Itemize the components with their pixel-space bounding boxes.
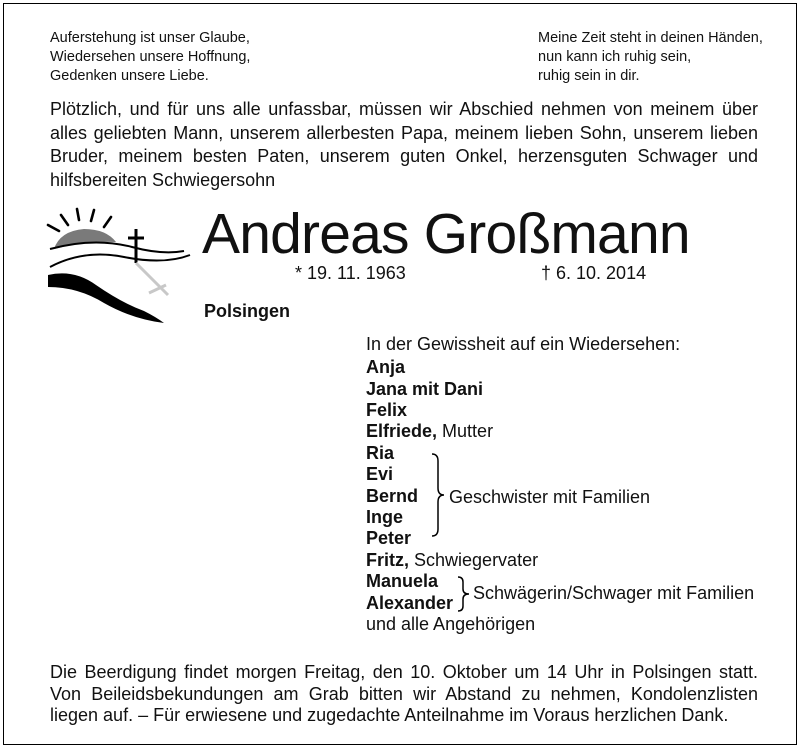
mourner-name: Anja — [366, 357, 406, 377]
sibling-name: Evi — [366, 464, 394, 484]
verse-line: nun kann ich ruhig sein, — [538, 49, 692, 65]
siblings-label: Geschwister mit Familien — [449, 487, 651, 507]
mourner-mother: Elfriede, Mutter — [366, 421, 494, 441]
sibling-name: Inge — [366, 507, 404, 527]
verse-left — [50, 29, 250, 86]
death-date: † 6. 10. 2014 — [541, 263, 647, 283]
in-law-name: Manuela — [366, 571, 439, 591]
relatives-footer: und alle Angehörigen — [366, 614, 536, 634]
verse-line: ruhig sein in dir. — [538, 68, 640, 84]
funeral-notice: Die Beerdigung findet morgen Freitag, den 10. Oktober um 14 Uhr in Polsingen statt. Von Beileidsbekundungen am Grab bitten wir Abstand zu nehmen, Kondolenzlisten liegen auf. – Für erwiesene und zugedachte Anteilnahme im Voraus herzlichen Dank. — [50, 662, 758, 725]
intro-text: Plötzlich, und für uns alle unfassbar, müssen wir Abschied nehmen von meinem über alles geliebten Mann, unserem allerbesten Papa, meinem lieben Sohn, unserem lieben Bruder, meinem besten Paten, unserem guten Onkel, herzensguten Schwager und hilfsbereiten Schwiegersohn — [50, 99, 758, 191]
verse-line: Meine Zeit steht in deinen Händen, — [538, 30, 763, 46]
obituary-notice — [3, 3, 797, 745]
mourner-father-in-law: Fritz, Schwiegervater — [366, 550, 539, 570]
in-laws-brace — [455, 575, 471, 613]
sibling-name: Peter — [366, 528, 412, 548]
deceased-name: Andreas Großmann — [202, 202, 690, 266]
verse-line: Wiedersehen unsere Hoffnung, — [50, 49, 251, 65]
mourners-heading: In der Gewissheit auf ein Wiedersehen: — [366, 334, 681, 354]
sibling-name: Ria — [366, 443, 395, 463]
birth-date: * 19. 11. 1963 — [295, 263, 406, 283]
sun-cross-landscape-icon — [44, 207, 192, 329]
mourner-name: Jana mit Dani — [366, 379, 484, 399]
verse-right — [538, 29, 763, 86]
in-law-name: Alexander — [366, 593, 454, 613]
mourner-name: Felix — [366, 400, 408, 420]
in-laws-label: Schwägerin/Schwager mit Familien — [473, 583, 755, 603]
verse-line: Gedenken unsere Liebe. — [50, 68, 209, 84]
home-town: Polsingen — [204, 301, 291, 321]
siblings-brace — [428, 452, 446, 538]
verse-line: Auferstehung ist unser Glaube, — [50, 30, 250, 46]
sibling-name: Bernd — [366, 486, 419, 506]
